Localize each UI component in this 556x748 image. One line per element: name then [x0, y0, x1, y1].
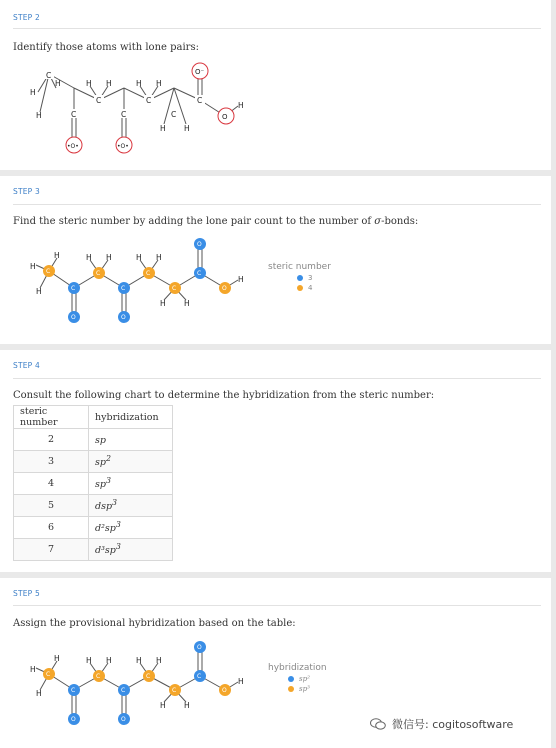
atom-c: C [197, 96, 203, 105]
atom-c: C [172, 687, 177, 694]
atom-c: C [46, 71, 52, 80]
atom-h: H [136, 253, 142, 262]
atom-c: C [121, 110, 127, 119]
atom-o: O [222, 687, 227, 694]
table-cell: $sp^2$ [89, 451, 173, 473]
step-label: STEP 3 [13, 187, 40, 196]
atom-c: C [46, 671, 51, 678]
atom-c: C [96, 673, 101, 680]
atom-c: C [197, 270, 202, 277]
legend-label: 3 [308, 274, 313, 282]
table-cell: 7 [14, 539, 89, 561]
atom-h: H [86, 253, 92, 262]
atom-h: H [106, 656, 112, 665]
atom-h: H [160, 124, 166, 133]
legend-dot [288, 686, 294, 692]
atom-h: H [106, 253, 112, 262]
table-row [14, 429, 173, 451]
step-instruction: Assign the provisional hybridization based on the table: [13, 618, 296, 629]
atom-o-minus: O⁻ [195, 68, 205, 76]
atom-h: H [86, 79, 92, 88]
legend-item [288, 685, 327, 693]
atom-h: H [36, 689, 42, 698]
atom-h: H [160, 701, 166, 710]
step-3-card [0, 176, 551, 344]
atom-c: C [46, 268, 51, 275]
atom-h: H [156, 253, 162, 262]
atom-o: O [71, 314, 76, 321]
legend-dot [297, 275, 303, 281]
atom-c: C [121, 285, 126, 292]
step-instruction: Identify those atoms with lone pairs: [13, 42, 199, 53]
atom-h: H [156, 656, 162, 665]
atom-o: O [121, 314, 126, 321]
atom-h: H [106, 79, 112, 88]
molecule-lone-pairs-diagram [0, 0, 556, 170]
atom-c: C [171, 110, 177, 119]
atom-o: O [197, 644, 202, 651]
step-instruction: Consult the following chart to determine the hybridization from the steric number: [13, 390, 435, 401]
legend-label: sp² [299, 675, 310, 683]
atom-h: H [136, 79, 142, 88]
atom-o: O [121, 716, 126, 723]
atom-o: O [197, 241, 202, 248]
atom-h: H [160, 299, 166, 308]
atom-h: H [54, 251, 60, 260]
table-cell: 4 [14, 473, 89, 495]
atom-h: H [36, 287, 42, 296]
atom-o: O [222, 113, 228, 121]
table-row [14, 451, 173, 473]
watermark-text: 微信号: cogitosoftware [392, 718, 514, 731]
atom-h: H [54, 654, 60, 663]
legend-item [288, 675, 327, 683]
table-cell: $sp^3$ [89, 473, 173, 495]
atom-h: H [30, 88, 36, 97]
table-row [14, 517, 173, 539]
table-row [14, 495, 173, 517]
step-instruction: Find the steric number by adding the lone pair count to the number of σ-bonds: [13, 216, 419, 227]
atom-c: C [71, 687, 76, 694]
table-cell: 2 [14, 429, 89, 451]
legend-steric-number [268, 262, 331, 292]
atom-c: C [96, 96, 102, 105]
legend-hybridization [268, 663, 327, 693]
legend-title: hybridization [268, 663, 327, 673]
atom-h: H [238, 677, 244, 686]
atom-h: H [86, 656, 92, 665]
atom-o: O [71, 716, 76, 723]
legend-label: 4 [308, 284, 313, 292]
atom-h: H [30, 665, 36, 674]
table-row [14, 473, 173, 495]
table-header-row [14, 406, 173, 429]
atom-c: C [146, 270, 151, 277]
atom-c: C [197, 673, 202, 680]
table-cell: 3 [14, 451, 89, 473]
atom-o-lone-pair: •O• [117, 143, 129, 150]
atom-h: H [238, 101, 244, 110]
atom-h: H [136, 656, 142, 665]
molecule-hybridization-diagram [0, 578, 300, 748]
legend-item [297, 274, 331, 282]
atom-h: H [184, 701, 190, 710]
atom-c: C [121, 687, 126, 694]
atom-c: C [71, 285, 76, 292]
atom-h: H [184, 299, 190, 308]
atom-h: H [156, 79, 162, 88]
atom-o-lone-pair: •O• [67, 143, 79, 150]
atom-h: H [36, 111, 42, 120]
atom-h: H [184, 124, 190, 133]
legend-title: steric number [268, 262, 331, 272]
table-cell: 5 [14, 495, 89, 517]
step-label: STEP 2 [13, 13, 40, 22]
column-header: hybridization [89, 406, 173, 429]
atom-c: C [172, 285, 177, 292]
hybridization-table [13, 405, 173, 561]
legend-dot [297, 285, 303, 291]
table-cell: 6 [14, 517, 89, 539]
step-label: STEP 5 [13, 589, 40, 598]
atom-h: H [238, 275, 244, 284]
atom-h: H [30, 262, 36, 271]
legend-label: sp³ [299, 685, 310, 693]
atom-h: H [55, 79, 61, 88]
table-cell: $d^2sp^3$ [89, 517, 173, 539]
table-cell: dsp$^3$ [89, 495, 173, 517]
atom-c: C [96, 270, 101, 277]
step-label: STEP 4 [13, 361, 40, 370]
table-cell: sp [89, 429, 173, 451]
legend-item [297, 284, 331, 292]
atom-o: O [222, 285, 227, 292]
atom-c: C [71, 110, 77, 119]
legend-dot [288, 676, 294, 682]
wechat-watermark [370, 716, 513, 732]
molecule-steric-number-diagram [0, 176, 300, 344]
step-2-card [0, 0, 551, 170]
table-row [14, 539, 173, 561]
atom-c: C [146, 96, 152, 105]
divider [13, 378, 541, 379]
wechat-icon [370, 718, 386, 730]
atom-c: C [146, 673, 151, 680]
table-cell: $d^3sp^3$ [89, 539, 173, 561]
column-header: steric number [14, 406, 89, 429]
